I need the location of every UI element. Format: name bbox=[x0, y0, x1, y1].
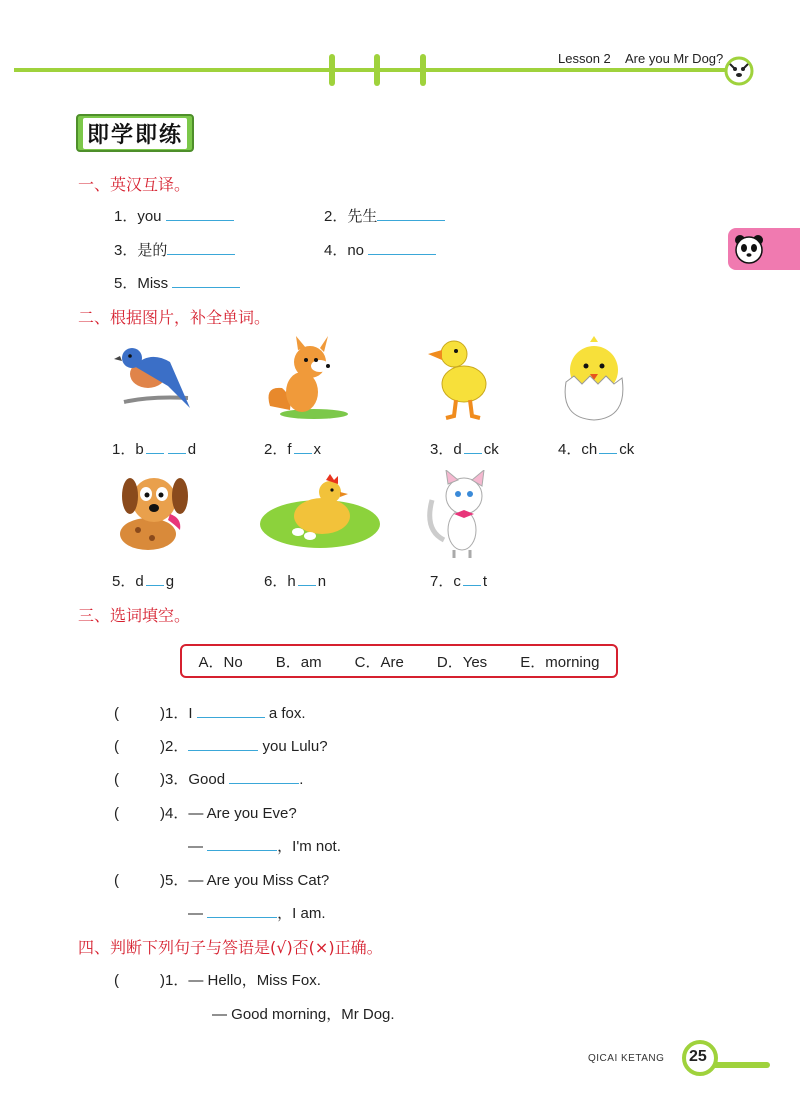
header-lesson: Lesson 2 bbox=[558, 51, 611, 66]
practice-badge-text: 即学即练 bbox=[83, 118, 187, 149]
s2-item-1 bbox=[112, 438, 196, 459]
section1-title: 一、英汉互译。 bbox=[78, 175, 191, 194]
s2-item-7-num: 7． bbox=[430, 573, 454, 590]
s3-q3-num: 3．Good bbox=[165, 771, 226, 788]
s1-item-4-text: 4．no bbox=[324, 242, 365, 259]
panda-icon bbox=[732, 232, 766, 266]
dog-picture bbox=[108, 466, 192, 556]
s1-blank-5[interactable] bbox=[172, 273, 240, 288]
s2-item-3-a: d bbox=[453, 441, 462, 458]
s1-item-1-text: 1．you bbox=[114, 208, 162, 225]
s3-q4: ( )4．— Are you Eve? bbox=[114, 805, 297, 822]
s2-item-7-a: c bbox=[453, 573, 461, 590]
s4-q1-num: 1．— Hello，Miss Fox. bbox=[165, 972, 321, 989]
s2-item-2-b: x bbox=[313, 441, 322, 458]
s1-item-3-text: 3．是的 bbox=[114, 242, 168, 259]
s3-q4-dash: — bbox=[188, 838, 203, 855]
s2-gap-3[interactable] bbox=[464, 439, 482, 454]
page-number: 25 bbox=[689, 1048, 707, 1065]
s1-item-5 bbox=[114, 272, 240, 293]
s2-gap-6[interactable] bbox=[298, 571, 316, 586]
s2-gap-2[interactable] bbox=[294, 439, 312, 454]
s2-gap-1b[interactable] bbox=[168, 439, 186, 454]
s2-item-6-num: 6． bbox=[264, 573, 288, 590]
dog-logo-icon bbox=[724, 56, 754, 86]
s3-q2-after: you Lulu? bbox=[262, 738, 328, 755]
s3-q5: ( )5．— Are you Miss Cat? bbox=[114, 872, 330, 889]
s3-q2-blank[interactable] bbox=[188, 736, 258, 751]
header-peg-1 bbox=[329, 54, 335, 86]
s2-item-3 bbox=[430, 438, 499, 459]
s3-q1-blank[interactable] bbox=[197, 703, 265, 718]
s4-q1-paren[interactable]: ( bbox=[114, 972, 119, 989]
s1-blank-1[interactable] bbox=[166, 206, 234, 221]
option-b: B．am bbox=[275, 653, 322, 671]
s3-q4-paren[interactable]: ( bbox=[114, 805, 119, 822]
chick-picture bbox=[554, 336, 634, 422]
s1-item-3 bbox=[114, 239, 235, 260]
s2-item-6-b: n bbox=[317, 573, 327, 590]
s1-blank-4[interactable] bbox=[368, 240, 436, 255]
s1-item-1 bbox=[114, 205, 234, 226]
s3-q2-paren[interactable]: ( bbox=[114, 738, 119, 755]
s4-q1: ( )1．— Hello，Miss Fox. bbox=[114, 972, 321, 989]
section3-title: 三、选词填空。 bbox=[78, 606, 191, 625]
section4-title: 四、判断下列句子与答语是(√)否(×)正确。 bbox=[78, 938, 383, 957]
cat-picture bbox=[424, 470, 500, 558]
s3-q2-num: 2． bbox=[165, 738, 189, 755]
s2-gap-4[interactable] bbox=[599, 439, 617, 454]
s2-item-1-num: 1． bbox=[112, 441, 136, 458]
s3-q3-paren[interactable]: ( bbox=[114, 771, 119, 788]
s2-item-3-b: ck bbox=[483, 441, 499, 458]
s3-q2: ( )2． you Lulu? bbox=[114, 738, 328, 755]
s3-q3: ( )3．Good . bbox=[114, 771, 304, 788]
s2-item-2-num: 2． bbox=[264, 441, 288, 458]
bird-picture bbox=[110, 336, 194, 420]
s4-q1-answer: — Good morning，Mr Dog. bbox=[212, 1006, 395, 1023]
s1-blank-2[interactable] bbox=[377, 206, 445, 221]
s3-q5-paren[interactable]: ( bbox=[114, 872, 119, 889]
s1-blank-3[interactable] bbox=[167, 240, 235, 255]
s3-q5-answer bbox=[188, 902, 326, 923]
s3-q1-after: a fox. bbox=[268, 705, 306, 722]
s2-gap-1a[interactable] bbox=[146, 439, 164, 454]
fox-picture bbox=[262, 336, 352, 420]
s2-item-5-a: d bbox=[135, 573, 144, 590]
s3-q4-blank[interactable] bbox=[207, 836, 277, 851]
s1-item-5-text: 5．Miss bbox=[114, 275, 169, 292]
s1-item-2 bbox=[324, 205, 445, 226]
s2-item-5 bbox=[112, 570, 174, 591]
practice-badge bbox=[76, 114, 194, 152]
s3-q3-blank[interactable] bbox=[229, 769, 299, 784]
word-bank bbox=[180, 644, 618, 678]
s2-item-6-a: h bbox=[287, 573, 296, 590]
s2-item-7 bbox=[430, 570, 487, 591]
s2-item-2 bbox=[264, 438, 321, 459]
hen-picture bbox=[258, 472, 382, 552]
s1-item-4 bbox=[324, 239, 436, 260]
option-c: C．Are bbox=[354, 653, 404, 671]
s2-gap-7[interactable] bbox=[463, 571, 481, 586]
s3-q5-num: 5．— Are you Miss Cat? bbox=[165, 872, 330, 889]
s1-item-2-text: 2．先生 bbox=[324, 208, 378, 225]
option-d: D．Yes bbox=[436, 653, 488, 671]
s3-q3-after: . bbox=[299, 771, 304, 788]
header-peg-3 bbox=[420, 54, 426, 86]
s2-item-3-num: 3． bbox=[430, 441, 454, 458]
s3-q5-after: ，I am. bbox=[277, 905, 326, 922]
s2-item-2-a: f bbox=[287, 441, 292, 458]
s3-q1: ( )1．I a fox. bbox=[114, 705, 306, 722]
s2-item-1-a: b bbox=[135, 441, 144, 458]
s2-item-1-b: d bbox=[187, 441, 197, 458]
s3-q4-answer bbox=[188, 835, 341, 856]
s2-item-5-num: 5． bbox=[112, 573, 136, 590]
s2-item-4-num: 4． bbox=[558, 441, 582, 458]
s2-item-4-b: ck bbox=[619, 441, 635, 458]
s2-item-4-a: ch bbox=[581, 441, 598, 458]
s3-q1-num: 1．I bbox=[165, 705, 193, 722]
s2-item-4 bbox=[558, 438, 634, 459]
section2-title: 二、根据图片，补全单词。 bbox=[78, 308, 271, 327]
header-peg-2 bbox=[374, 54, 380, 86]
s3-q4-num: 4．— Are you Eve? bbox=[165, 805, 297, 822]
s3-q4-after: ，I'm not. bbox=[277, 838, 341, 855]
header-title: Are you Mr Dog? bbox=[625, 51, 724, 66]
s2-item-5-b: g bbox=[165, 573, 175, 590]
footer-brand: QICAI KETANG bbox=[588, 1053, 665, 1064]
option-e: E．morning bbox=[520, 653, 600, 671]
s3-q1-paren[interactable]: ( bbox=[114, 705, 119, 722]
s3-q5-blank[interactable] bbox=[207, 903, 277, 918]
s3-q5-dash: — bbox=[188, 905, 203, 922]
s2-item-7-b: t bbox=[482, 573, 488, 590]
s2-gap-5[interactable] bbox=[146, 571, 164, 586]
s2-item-6 bbox=[264, 570, 326, 591]
option-a: A．No bbox=[198, 653, 243, 671]
duck-picture bbox=[424, 336, 494, 422]
